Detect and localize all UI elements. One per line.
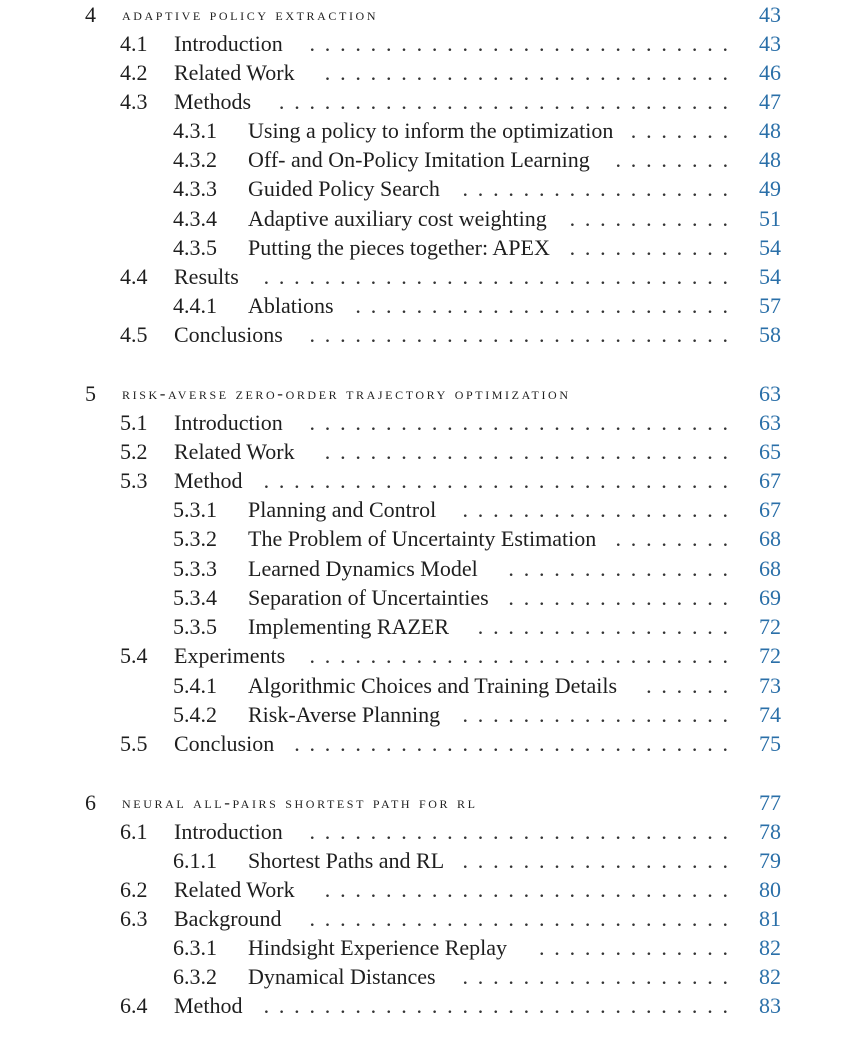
toc-entry-title: Hindsight Experience Replay	[248, 933, 513, 963]
dot-leader: . . . . . . . . . . . . . . . . . .	[462, 497, 729, 522]
toc-entry-number: 6.3	[120, 906, 148, 931]
toc-page-link[interactable]: 49	[759, 176, 781, 201]
toc-entry-title: risk-averse zero-order trajectory optimization	[122, 379, 577, 409]
toc-entry-4[interactable]	[0, 0, 845, 30]
toc-entry-5-3-3[interactable]	[0, 554, 845, 584]
toc-entry-6-1-1[interactable]	[0, 846, 845, 876]
toc-entry-number: 6.3.2	[173, 964, 217, 989]
toc-page-link[interactable]: 54	[759, 264, 781, 289]
toc-entry-title: Related Work	[174, 58, 301, 88]
toc-page-link[interactable]: 48	[759, 118, 781, 143]
toc-page-link[interactable]: 82	[759, 935, 781, 960]
toc-entry-5-4-1[interactable]	[0, 671, 845, 701]
toc-entry-title: Separation of Uncertainties	[248, 583, 495, 613]
toc-entry-number: 6.2	[120, 877, 148, 902]
toc-entry-4-4[interactable]	[0, 262, 845, 292]
toc-page-link[interactable]: 72	[759, 614, 781, 639]
toc-entry-5-4[interactable]	[0, 641, 845, 671]
toc-entry-number: 5.4.1	[173, 673, 217, 698]
toc-page-link[interactable]: 51	[759, 206, 781, 231]
toc-entry-title: Related Work	[174, 437, 301, 467]
toc-entry-number: 5.5	[120, 731, 148, 756]
toc-page-link[interactable]: 48	[759, 147, 781, 172]
toc-page-link[interactable]: 67	[759, 468, 781, 493]
toc-entry-number: 4.3.4	[173, 206, 217, 231]
dot-leader: . . . . . . . . . . . . . . . . . . . . . . . . . . . . . . .	[263, 468, 728, 493]
toc-entry-number: 4.1	[120, 31, 148, 56]
toc-page-link[interactable]: 72	[759, 643, 781, 668]
toc-page-link[interactable]: 82	[759, 964, 781, 989]
toc-entry-title: Introduction	[174, 817, 289, 847]
dot-leader: . . . . . . . . . . . . . . . . . . . . . . . . . . . . . . .	[263, 993, 728, 1018]
dot-leader: . . . . . . . . . . . . . . . . . . . . . . . . . . .	[324, 60, 728, 85]
toc-entry-title: Results	[174, 262, 245, 292]
toc-page-link[interactable]: 69	[759, 585, 781, 610]
toc-entry-number: 4	[85, 2, 96, 27]
toc-entry-title: Guided Policy Search	[248, 174, 446, 204]
toc-page-link[interactable]: 77	[759, 790, 781, 815]
toc-entry-title: Risk-Averse Planning	[248, 700, 446, 730]
toc-entry-5-3-1[interactable]	[0, 495, 845, 525]
toc-entry-4-4-1[interactable]	[0, 291, 845, 321]
dot-leader: . . . . . . . .	[615, 147, 729, 172]
toc-entry-number: 6.1	[120, 819, 148, 844]
toc-entry-5-5[interactable]	[0, 729, 845, 759]
toc-entry-number: 4.4.1	[173, 293, 217, 318]
toc-entry-5-3-4[interactable]	[0, 583, 845, 613]
toc-entry-title: Off- and On-Policy Imitation Learning	[248, 145, 596, 175]
toc-page-link[interactable]: 81	[759, 906, 781, 931]
toc-entry-title: Introduction	[174, 29, 289, 59]
toc-entry-number: 4.3.2	[173, 147, 217, 172]
dot-leader: . . . . . . . . . . . . . . . . . .	[462, 848, 729, 873]
toc-entry-5-2[interactable]	[0, 437, 845, 467]
toc-page-link[interactable]: 46	[759, 60, 781, 85]
dot-leader: . . . . . . . . . . . . . . . . . .	[462, 702, 729, 727]
toc-entry-number: 5.3.3	[173, 556, 217, 581]
dot-leader: . . . . . . . . . . . . . . . . . . . . . . . . . . . .	[309, 31, 728, 56]
toc-entry-4-3-1[interactable]	[0, 116, 845, 146]
toc-page-link[interactable]: 80	[759, 877, 781, 902]
toc-entry-title: Shortest Paths and RL	[248, 846, 450, 876]
toc-entry-5[interactable]	[0, 379, 845, 409]
toc-page-link[interactable]: 83	[759, 993, 781, 1018]
toc-entry-number: 5.3.4	[173, 585, 217, 610]
toc-entry-title: Methods	[174, 87, 257, 117]
dot-leader: . . . . . . . . . . . . . . . . . . . . . . . . . . . .	[309, 410, 728, 435]
toc-entry-6-4[interactable]	[0, 991, 845, 1021]
toc-entry-number: 6.1.1	[173, 848, 217, 873]
toc-entry-number: 5.3.2	[173, 526, 217, 551]
dot-leader: . . . . . . .	[630, 118, 729, 143]
toc-entry-4-1[interactable]	[0, 29, 845, 59]
dot-leader: . . . . . . . . . . . . . . . . . .	[462, 964, 729, 989]
toc-entry-number: 5.3	[120, 468, 148, 493]
toc-entry-number: 6.4	[120, 993, 148, 1018]
dot-leader: . . . . . . . . . . .	[569, 235, 729, 260]
toc-entry-6-1[interactable]	[0, 817, 845, 847]
toc-entry-title: Dynamical Distances	[248, 962, 442, 992]
toc-entry-number: 6	[85, 790, 96, 815]
dot-leader: . . . . . . . . . . . . . . . . . . . . . . . . . . . .	[309, 906, 728, 931]
dot-leader: . . . . . . . . . . . . . . . . . . . . . . . . . . .	[324, 439, 728, 464]
toc-entry-title: Background	[174, 904, 288, 934]
toc-entry-title: Learned Dynamics Model	[248, 554, 484, 584]
toc-entry-title: The Problem of Uncertainty Estimation	[248, 524, 602, 554]
dot-leader: . . . . . . . . . . . . . . . . . . . . . . . . . . . .	[309, 322, 728, 347]
dot-leader: . . . . . . . . . . . . . . . . . .	[462, 176, 729, 201]
toc-entry-number: 5.4.2	[173, 702, 217, 727]
toc-entry-5-3-2[interactable]	[0, 524, 845, 554]
toc-entry-5-1[interactable]	[0, 408, 845, 438]
toc-entry-4-3[interactable]	[0, 87, 845, 117]
dot-leader: . . . . . . . . . . . . . . . . . . . . . . . . . . . . . .	[278, 89, 728, 114]
toc-entry-number: 4.3.3	[173, 176, 217, 201]
toc-entry-number: 5	[85, 381, 96, 406]
toc-entry-title: Putting the pieces together: APEX	[248, 233, 556, 263]
toc-entry-title: Ablations	[248, 291, 340, 321]
dot-leader: . . . . . . . . . . . . . . . . . . . . . . . . . . . . . . .	[263, 264, 728, 289]
dot-leader: . . . . . . . . . . . . . . . . . . . . . . . . . . . .	[309, 643, 728, 668]
toc-entry-number: 5.3.5	[173, 614, 217, 639]
toc-entry-6[interactable]	[0, 788, 845, 818]
toc-entry-number: 5.2	[120, 439, 148, 464]
toc-entry-number: 6.3.1	[173, 935, 217, 960]
toc-page-link[interactable]: 75	[759, 731, 781, 756]
dot-leader: . . . . . . . . . . . . . . . . . . . . . . . . . . .	[324, 877, 728, 902]
toc-entry-5-3-5[interactable]	[0, 612, 845, 642]
toc-entry-6-3-1[interactable]	[0, 933, 845, 963]
dot-leader: . . . . . . . . . . . . .	[538, 935, 729, 960]
toc-entry-title: Method	[174, 466, 248, 496]
toc-entry-title: Implementing RAZER	[248, 612, 455, 642]
dot-leader: . . . . . . . .	[615, 526, 729, 551]
toc-entry-title: Conclusions	[174, 320, 289, 350]
toc-entry-6-2[interactable]	[0, 875, 845, 905]
toc-page-link[interactable]: 73	[759, 673, 781, 698]
toc-entry-4-2[interactable]	[0, 58, 845, 88]
toc-page-link[interactable]: 58	[759, 322, 781, 347]
toc-entry-number: 4.4	[120, 264, 148, 289]
toc-entry-title: Conclusion	[174, 729, 280, 759]
toc-entry-4-3-5[interactable]	[0, 233, 845, 263]
dot-leader: . . . . . . . . . . . . . . . . . . . . . . . . . . . .	[309, 819, 728, 844]
toc-entry-title: Introduction	[174, 408, 289, 438]
toc-entry-title: Experiments	[174, 641, 291, 671]
toc-entry-title: Related Work	[174, 875, 301, 905]
toc-page-link[interactable]: 43	[759, 2, 781, 27]
toc-entry-6-3[interactable]	[0, 904, 845, 934]
dot-leader: . . . . . . . . . . . . . . .	[508, 556, 729, 581]
toc-page-link[interactable]: 78	[759, 819, 781, 844]
toc-entry-number: 5.1	[120, 410, 148, 435]
toc-page-link[interactable]: 43	[759, 31, 781, 56]
toc-entry-4-3-4[interactable]	[0, 204, 845, 234]
toc-page-link[interactable]: 57	[759, 293, 781, 318]
toc-entry-5-3[interactable]	[0, 466, 845, 496]
toc-page-link[interactable]: 54	[759, 235, 781, 260]
dot-leader: . . . . . . . . . . . . . . . . .	[477, 614, 729, 639]
toc-entry-title: adaptive policy extraction	[122, 0, 384, 30]
toc-entry-4-3-2[interactable]	[0, 145, 845, 175]
toc-page-link[interactable]: 47	[759, 89, 781, 114]
toc-entry-title: Adaptive auxiliary cost weighting	[248, 204, 553, 234]
toc-entry-6-3-2[interactable]	[0, 962, 845, 992]
toc-page-link[interactable]: 65	[759, 439, 781, 464]
toc-entry-number: 4.5	[120, 322, 148, 347]
toc-entry-4-3-3[interactable]	[0, 174, 845, 204]
toc-page-link[interactable]: 68	[759, 556, 781, 581]
toc-entry-title: Using a policy to inform the optimization	[248, 116, 619, 146]
toc-page-link[interactable]: 63	[759, 410, 781, 435]
toc-page-link[interactable]: 79	[759, 848, 781, 873]
toc-entry-4-5[interactable]	[0, 320, 845, 350]
dot-leader: . . . . . . . . . . . . . . .	[508, 585, 729, 610]
toc-entry-number: 4.3.5	[173, 235, 217, 260]
toc-entry-number: 5.4	[120, 643, 148, 668]
dot-leader: . . . . . . . . . . . . . . . . . . . . . . . . .	[355, 293, 729, 318]
toc-page-link[interactable]: 74	[759, 702, 781, 727]
toc-entry-number: 4.2	[120, 60, 148, 85]
toc-page-link[interactable]: 63	[759, 381, 781, 406]
toc-entry-number: 4.3	[120, 89, 148, 114]
toc-entry-title: Planning and Control	[248, 495, 442, 525]
dot-leader: . . . . . . . . . . .	[569, 206, 729, 231]
dot-leader: . . . . . .	[646, 673, 729, 698]
dot-leader: . . . . . . . . . . . . . . . . . . . . . . . . . . . . .	[294, 731, 728, 756]
toc-entry-title: Method	[174, 991, 248, 1021]
toc-page-link[interactable]: 67	[759, 497, 781, 522]
toc-entry-title: Algorithmic Choices and Training Details	[248, 671, 623, 701]
toc-entry-5-4-2[interactable]	[0, 700, 845, 730]
toc-entry-title: neural all-pairs shortest path for rl	[122, 788, 484, 818]
toc-entry-number: 5.3.1	[173, 497, 217, 522]
toc-entry-number: 4.3.1	[173, 118, 217, 143]
toc-page-link[interactable]: 68	[759, 526, 781, 551]
